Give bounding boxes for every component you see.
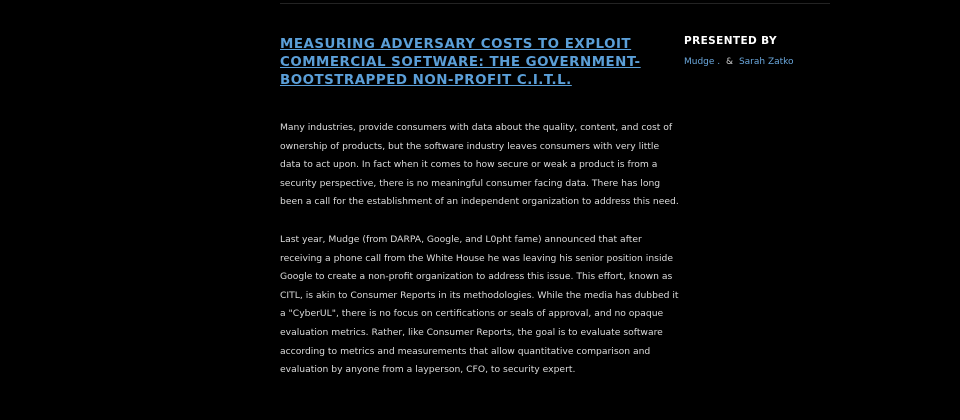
presenter-link-mudge[interactable]: Mudge . (684, 57, 721, 67)
article-main (280, 36, 680, 380)
presented-by-heading: PRESENTED BY (684, 35, 778, 47)
presenter-separator: & (726, 57, 734, 67)
article-paragraph-2: Last year, Mudge (from DARPA, Google, and L0pht fame) announced that after receiving a phone call from the White House he was leaving his senior position inside Google to create a non-profit organization to address this issue. This effort, known as CITL, is akin to Consumer Reports in its methodologies. While the media has dubbed it a "CyberUL", there is no focus on certifications or seals of approval, and no opaque evaluation metrics. Rather, like Consumer Reports, the goal is to evaluate software according to metrics and measurements that allow quantitative comparison and evaluation by anyone from a layperson, CFO, to security expert. (280, 233, 679, 376)
article-title[interactable] (280, 36, 680, 90)
article-title-link[interactable]: MEASURING ADVERSARY COSTS TO EXPLOIT COMMERCIAL SOFTWARE: THE GOVERNMENT-BOOTSTRAPPED NON-PROFIT C.I.T.L. (280, 37, 641, 88)
top-divider (280, 3, 830, 4)
presenter-link-sarah-zatko[interactable]: Sarah Zatko (738, 57, 794, 67)
presenters-sidebar (684, 35, 844, 67)
article-paragraph-1: Many industries, provide consumers with data about the quality, content, and cost of ownership of products, but the software industry leaves consumers with very little data to act upon. In fact when it comes to how secure or weak a product is from a security perspective, there is no meaningful consumer facing data. There has long been a call for the establishment of an independent organization to address this need. (280, 122, 679, 208)
presenters-list (684, 57, 844, 67)
